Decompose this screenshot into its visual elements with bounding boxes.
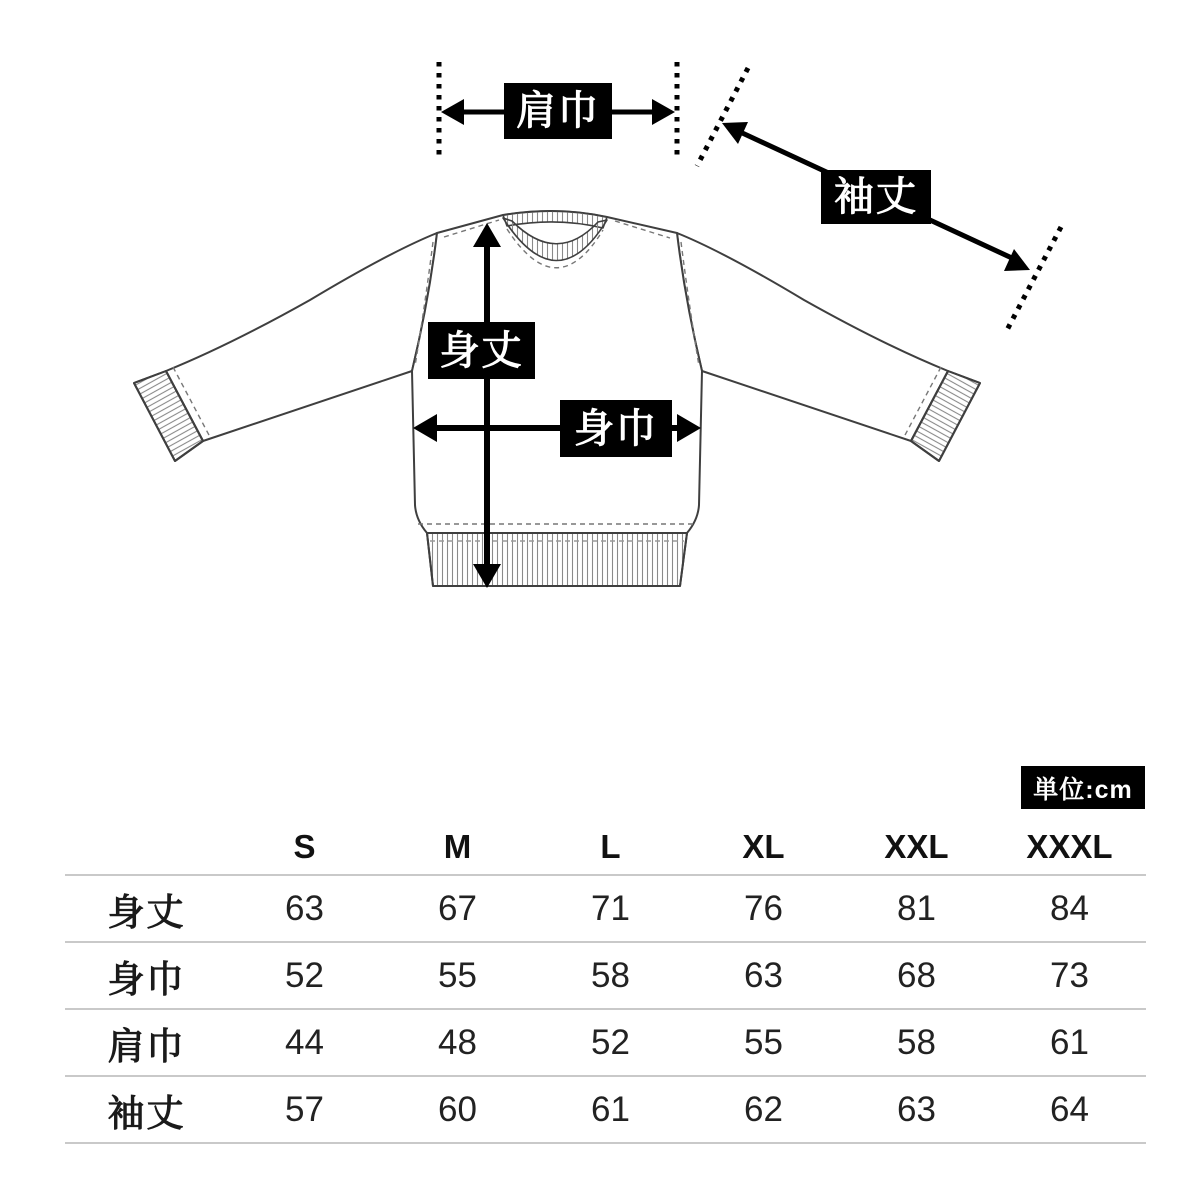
body-width-label: 身巾 — [560, 400, 672, 457]
extension-line — [1007, 227, 1061, 330]
unit-badge: 単位:cm — [1021, 766, 1145, 809]
arrowhead-downright-icon — [1004, 249, 1030, 271]
row-label: 身丈 — [107, 891, 186, 933]
size-value: 55 — [744, 1022, 783, 1062]
size-value: 64 — [1050, 1089, 1089, 1129]
size-value: 48 — [438, 1022, 477, 1062]
size-value: 55 — [438, 955, 477, 995]
size-value: 68 — [897, 955, 936, 995]
size-value: 62 — [744, 1089, 783, 1129]
arrowhead-right-icon — [652, 99, 675, 125]
column-header-l: L — [600, 828, 621, 865]
right-sleeve — [677, 233, 948, 441]
size-value: 57 — [285, 1089, 324, 1129]
column-header-s: S — [293, 828, 316, 865]
measurement-row-shoulder-width — [65, 1010, 1146, 1077]
shoulder-width-label: 肩巾 — [504, 83, 612, 139]
left-sleeve — [166, 233, 437, 441]
size-value: 60 — [438, 1089, 477, 1129]
size-value: 67 — [438, 888, 477, 928]
size-value: 52 — [591, 1022, 630, 1062]
size-value: 63 — [897, 1089, 936, 1129]
size-value: 84 — [1050, 888, 1089, 928]
size-value: 58 — [591, 955, 630, 995]
sleeve-length-label: 袖丈 — [821, 170, 931, 224]
size-value: 76 — [744, 888, 783, 928]
size-value: 44 — [285, 1022, 324, 1062]
size-value: 73 — [1050, 955, 1089, 995]
size-value: 52 — [285, 955, 324, 995]
size-value: 61 — [591, 1089, 630, 1129]
size-value: 81 — [897, 888, 936, 928]
arrowhead-left-icon — [441, 99, 464, 125]
row-label: 身巾 — [107, 958, 186, 1000]
size-table-header-row — [65, 820, 1146, 876]
measurement-row-sleeve-length — [65, 1077, 1146, 1144]
column-header-xl: XL — [742, 828, 785, 865]
size-value: 71 — [591, 888, 630, 928]
column-header-xxl: XXL — [884, 828, 949, 865]
column-header-xxxl: XXXL — [1026, 828, 1113, 865]
column-header-m: M — [443, 828, 472, 865]
extension-line — [697, 68, 748, 166]
row-label: 袖丈 — [107, 1092, 186, 1134]
measurement-row-body-length — [65, 876, 1146, 943]
size-value: 63 — [744, 955, 783, 995]
size-value: 63 — [285, 888, 324, 928]
body-length-label: 身丈 — [428, 322, 535, 379]
size-table — [65, 820, 1146, 1144]
measurement-row-body-width — [65, 943, 1146, 1010]
row-label: 肩巾 — [107, 1025, 186, 1067]
size-value: 61 — [1050, 1022, 1089, 1062]
size-value: 58 — [897, 1022, 936, 1062]
